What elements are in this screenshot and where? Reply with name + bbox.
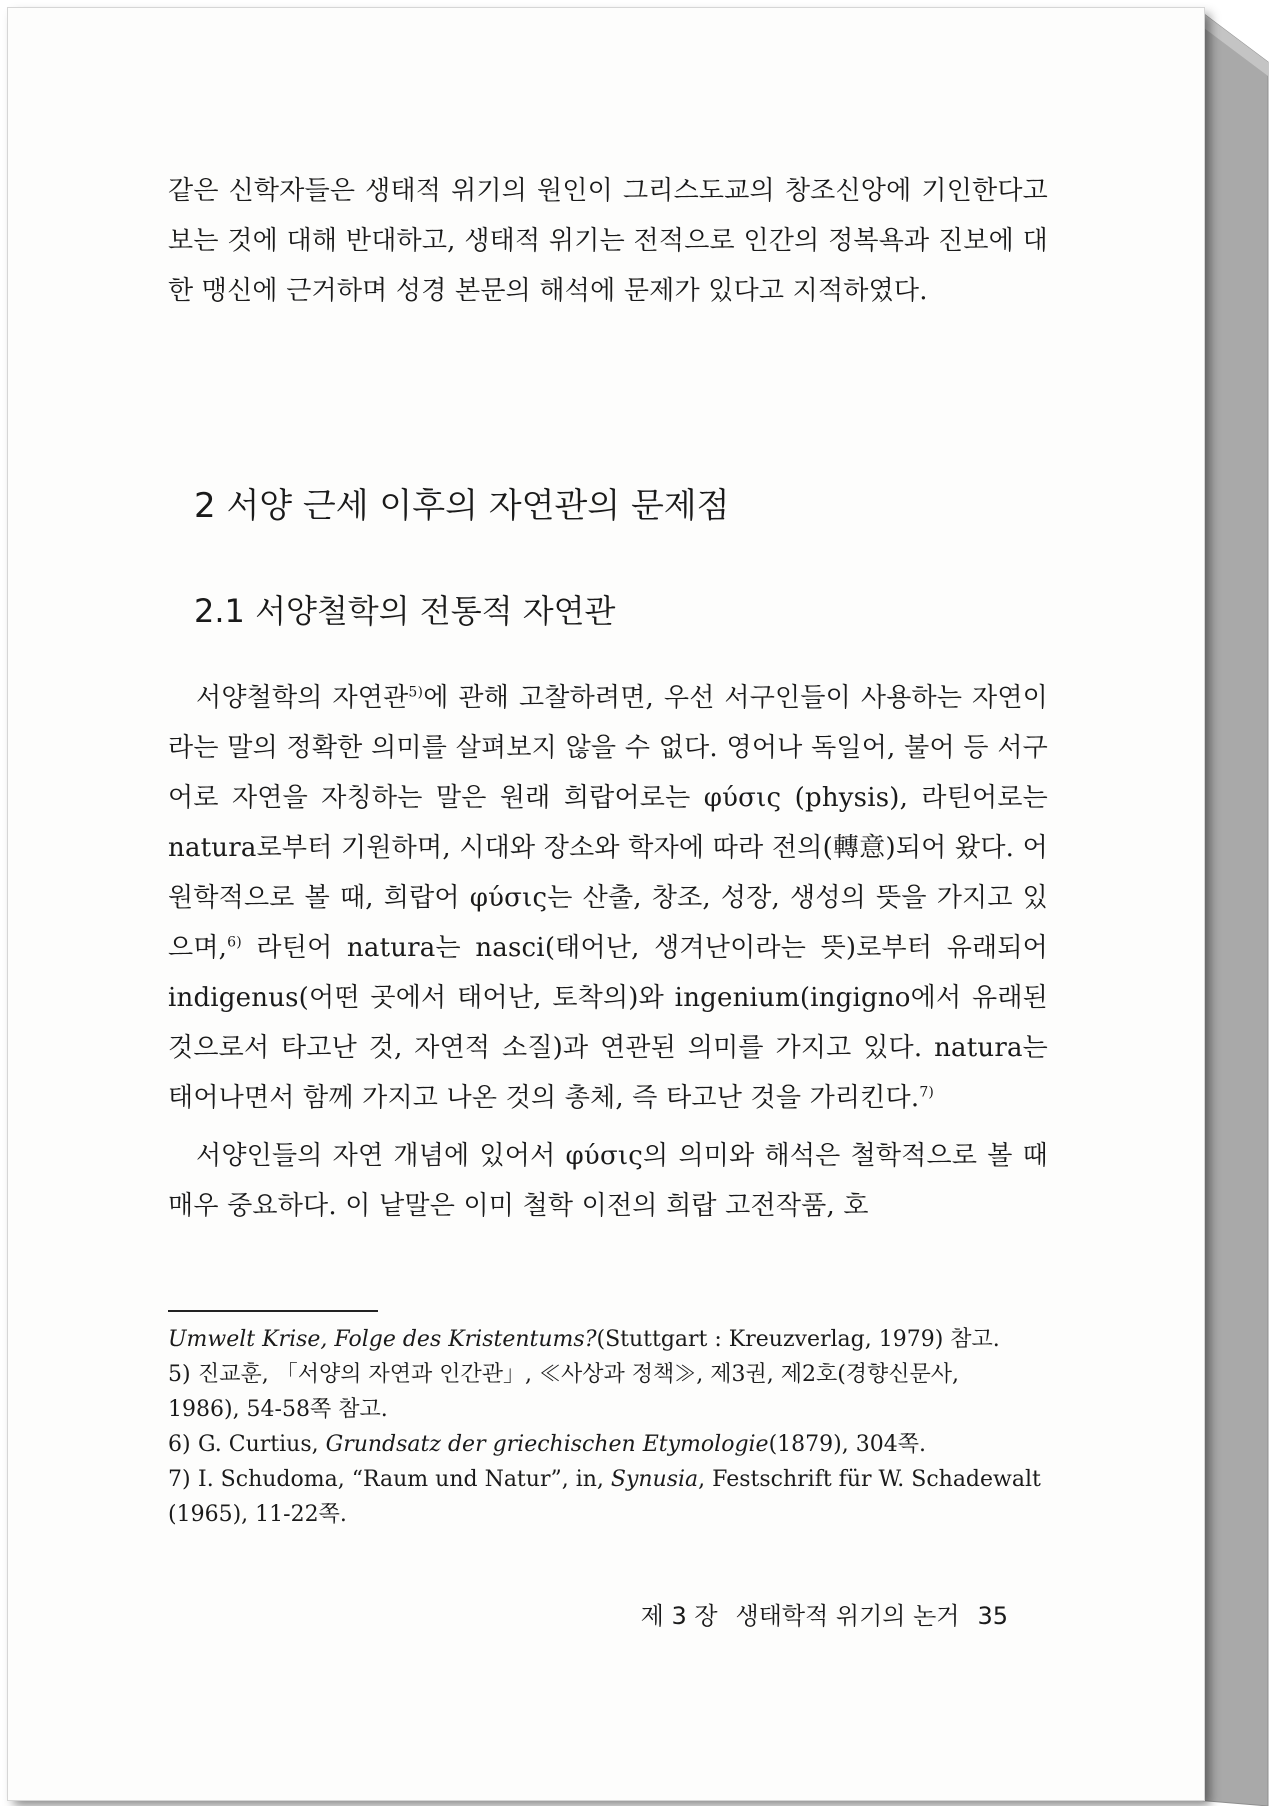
note-text: G. Curtius, (198, 1432, 326, 1457)
paragraph-group (168, 673, 1048, 1231)
paragraph-continued (168, 166, 1048, 316)
book-page (8, 8, 1204, 1800)
note-text: , Festschrift für W. Schadewalt (698, 1467, 1041, 1492)
note-text: (Stuttgart : Kreuzverlag, 1979) 참고. (596, 1327, 1000, 1352)
footnote-ref-7: 7) (919, 1084, 935, 1101)
text-run: 서양철학의 자연관 (196, 683, 409, 713)
footnote-ref-5: 5) (408, 684, 424, 701)
page-number: 35 (977, 1602, 1008, 1630)
footnote-7 (168, 1462, 1048, 1497)
note-title: Umwelt Krise, Folge des Kristentums? (168, 1327, 597, 1352)
text-run: 에 관해 고찰하려면, 우선 서구인들이 사용하는 자연이라는 말의 정확한 의미를 살펴보지 않을 수 없다. 영어나 독일어, 불어 등 서구어로 자연을 자칭하는 말은 원래 희랍어로는 φύσις (physis), 라틴어로는 natura로부터 기원하며, 시대와 장소와 학자에 따라 전의(轉意)되어 왔다. 어원학적으로 볼 때, 희랍어 φύσις는 산출, 창조, 성장, 생성의 뜻을 가지고 있으며, (168, 683, 1048, 963)
chapter-label: 제 3 장 (640, 1602, 718, 1630)
footnote-continued (168, 1322, 1048, 1357)
footnote-6 (168, 1427, 1048, 1462)
note-title: Synusia (610, 1467, 699, 1492)
body-text: 같은 신학자들은 생태적 위기의 원인이 그리스도교의 창조신앙에 기인한다고 보는 것에 대해 반대하고, 생태적 위기는 전적으로 인간의 정복욕과 진보에 대한 맹신에 근거하며 성경 본문의 해석에 문제가 있다고 지적하였다. (168, 176, 1048, 306)
footnote-ref-6: 6) (227, 934, 242, 951)
footnote-5 (168, 1357, 1048, 1392)
footnote-7-line-2: (1965), 11-22쪽. (168, 1502, 347, 1527)
note-text: (1879), 304쪽. (768, 1432, 926, 1457)
text-run: 라틴어 natura는 nasci(태어난, 생겨난이라는 뜻)로부터 유래되어 indigenus(어떤 곳에서 태어난, 토착의)와 ingenium(ingigno에서 유래된 것으로서 타고난 것, 자연적 소질)과 연관된 의미를 가지고 있다. natura는 태어나면서 함께 가지고 나온 것의 총체, 즉 타고난 것을 가리킨다. (168, 933, 1048, 1113)
footnote-number: 7) (168, 1467, 191, 1492)
note-text: 진교훈, 「서양의 자연과 인간관」, ≪사상과 정책≫, 제3권, 제2호(경향신문사, (198, 1362, 960, 1387)
footnote-divider (168, 1310, 378, 1312)
subsection-heading: 2.1 서양철학의 전통적 자연관 (194, 592, 616, 630)
footnotes (168, 1322, 1048, 1532)
section-heading: 2 서양 근세 이후의 자연관의 문제점 (194, 486, 730, 526)
chapter-title: 생태학적 위기의 논거 (735, 1602, 960, 1630)
body-paragraph-1 (168, 673, 1048, 1123)
body-paragraph-2: 서양인들의 자연 개념에 있어서 φύσις의 의미와 해석은 철학적으로 볼 때 매우 중요하다. 이 낱말은 이미 철학 이전의 희랍 고전작품, 호 (168, 1141, 1048, 1221)
note-title: Grundsatz der griechischen Etymologie (325, 1432, 769, 1457)
footnote-number: 6) (168, 1432, 191, 1457)
footnote-5-line-2: 1986), 54-58쪽 참고. (168, 1397, 388, 1422)
footnote-number: 5) (168, 1362, 191, 1387)
running-footer (641, 1596, 1008, 1631)
note-text: I. Schudoma, “Raum und Natur”, in, (198, 1467, 611, 1492)
